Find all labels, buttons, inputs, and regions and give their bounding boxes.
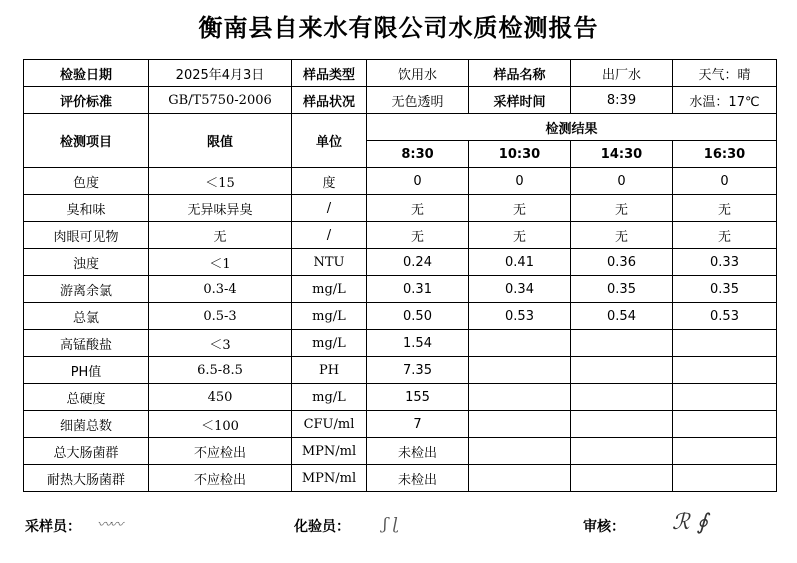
row-unit: MPN/ml xyxy=(292,438,367,465)
row-result-3: 无 xyxy=(571,222,673,249)
row-item: PH值 xyxy=(24,357,149,384)
row-result-4: 无 xyxy=(673,222,777,249)
row-limit: 不应检出 xyxy=(149,465,292,492)
row-item: 高锰酸盐 xyxy=(24,330,149,357)
row-limit: 无 xyxy=(149,222,292,249)
row-result-2: 0 xyxy=(469,168,571,195)
label-sample-type: 样品类型 xyxy=(292,60,367,87)
row-item: 肉眼可见物 xyxy=(24,222,149,249)
row-result-3 xyxy=(571,438,673,465)
row-result-3: 0.35 xyxy=(571,276,673,303)
row-result-1: 未检出 xyxy=(367,438,469,465)
sampler-signature: 〰〰 xyxy=(97,517,121,533)
row-result-4: 0.53 xyxy=(673,303,777,330)
row-unit: mg/L xyxy=(292,303,367,330)
row-result-1: 0.50 xyxy=(367,303,469,330)
table-row xyxy=(24,438,777,465)
row-limit: 450 xyxy=(149,384,292,411)
table-row xyxy=(24,276,777,303)
row-limit: 不应检出 xyxy=(149,438,292,465)
row-item: 总氯 xyxy=(24,303,149,330)
row-item: 总硬度 xyxy=(24,384,149,411)
weather: 天气：晴 xyxy=(673,60,777,87)
row-unit: MPN/ml xyxy=(292,465,367,492)
row-result-1: 0.31 xyxy=(367,276,469,303)
row-item: 总大肠菌群 xyxy=(24,438,149,465)
row-result-2: 0.53 xyxy=(469,303,571,330)
table-row xyxy=(24,249,777,276)
row-result-2 xyxy=(469,411,571,438)
table-row xyxy=(24,384,777,411)
sampler-label: 采样员： xyxy=(25,519,81,535)
row-result-1: 无 xyxy=(367,222,469,249)
row-result-4 xyxy=(673,411,777,438)
row-limit: ＜100 xyxy=(149,411,292,438)
report-title: 衡南县自来水有限公司水质检测报告 xyxy=(198,14,599,42)
row-result-2: 无 xyxy=(469,195,571,222)
table-row xyxy=(24,411,777,438)
sample-status: 无色透明 xyxy=(367,87,469,114)
row-item: 浊度 xyxy=(24,249,149,276)
row-result-1: 155 xyxy=(367,384,469,411)
row-result-4: 无 xyxy=(673,195,777,222)
col-item: 检测项目 xyxy=(24,114,149,168)
row-unit: CFU/ml xyxy=(292,411,367,438)
report-table xyxy=(23,59,777,492)
row-result-4 xyxy=(673,384,777,411)
row-result-2: 0.34 xyxy=(469,276,571,303)
header-row-1 xyxy=(24,60,777,87)
row-result-2 xyxy=(469,465,571,492)
label-sampling-time: 采样时间 xyxy=(469,87,571,114)
row-result-4 xyxy=(673,438,777,465)
row-unit: PH xyxy=(292,357,367,384)
row-unit: mg/L xyxy=(292,276,367,303)
row-result-3: 无 xyxy=(571,195,673,222)
table-row xyxy=(24,195,777,222)
table-row xyxy=(24,357,777,384)
column-header-row xyxy=(24,114,777,141)
row-unit: NTU xyxy=(292,249,367,276)
col-time-2: 10:30 xyxy=(469,141,571,168)
row-result-2 xyxy=(469,330,571,357)
row-result-3 xyxy=(571,357,673,384)
row-limit: 6.5-8.5 xyxy=(149,357,292,384)
label-inspection-date: 检验日期 xyxy=(24,60,149,87)
row-item: 色度 xyxy=(24,168,149,195)
row-result-2 xyxy=(469,438,571,465)
table-row xyxy=(24,330,777,357)
row-result-1: 7.35 xyxy=(367,357,469,384)
water-temp: 水温：17℃ xyxy=(673,87,777,114)
row-result-3: 0 xyxy=(571,168,673,195)
col-results: 检测结果 xyxy=(367,114,777,141)
row-result-4: 0.33 xyxy=(673,249,777,276)
row-unit: mg/L xyxy=(292,384,367,411)
table-row xyxy=(24,168,777,195)
row-result-1: 7 xyxy=(367,411,469,438)
row-result-1: 0.24 xyxy=(367,249,469,276)
row-item: 细菌总数 xyxy=(24,411,149,438)
row-result-3 xyxy=(571,465,673,492)
table-row xyxy=(24,465,777,492)
row-result-3: 0.54 xyxy=(571,303,673,330)
row-limit: 0.5-3 xyxy=(149,303,292,330)
row-result-2 xyxy=(469,357,571,384)
row-result-1: 未检出 xyxy=(367,465,469,492)
table-row xyxy=(24,222,777,249)
row-unit: / xyxy=(292,195,367,222)
sample-name: 出厂水 xyxy=(571,60,673,87)
row-item: 耐热大肠菌群 xyxy=(24,465,149,492)
label-standard: 评价标准 xyxy=(24,87,149,114)
row-unit: mg/L xyxy=(292,330,367,357)
standard: GB/T5750-2006 xyxy=(149,87,292,114)
sample-type: 饮用水 xyxy=(367,60,469,87)
row-result-4 xyxy=(673,357,777,384)
row-result-2: 无 xyxy=(469,222,571,249)
row-limit: 0.3-4 xyxy=(149,276,292,303)
row-result-3 xyxy=(571,411,673,438)
row-result-3 xyxy=(571,330,673,357)
reviewer-label: 审核： xyxy=(583,519,625,535)
col-time-4: 16:30 xyxy=(673,141,777,168)
row-result-4 xyxy=(673,465,777,492)
row-result-1: 0 xyxy=(367,168,469,195)
row-result-4: 0.35 xyxy=(673,276,777,303)
row-item: 臭和味 xyxy=(24,195,149,222)
row-unit: 度 xyxy=(292,168,367,195)
row-result-1: 无 xyxy=(367,195,469,222)
row-result-1: 1.54 xyxy=(367,330,469,357)
row-result-4: 0 xyxy=(673,168,777,195)
row-item: 游离余氯 xyxy=(24,276,149,303)
inspector-signature: ʃ ɭ xyxy=(383,514,399,533)
row-limit: ＜1 xyxy=(149,249,292,276)
col-unit: 单位 xyxy=(292,114,367,168)
row-result-3 xyxy=(571,384,673,411)
sampling-time: 8:39 xyxy=(571,87,673,114)
inspection-date: 2025年4月3日 xyxy=(149,60,292,87)
row-limit: ＜15 xyxy=(149,168,292,195)
row-result-2: 0.41 xyxy=(469,249,571,276)
table-row xyxy=(24,303,777,330)
row-limit: ＜3 xyxy=(149,330,292,357)
col-time-1: 8:30 xyxy=(367,141,469,168)
col-limit: 限值 xyxy=(149,114,292,168)
col-time-3: 14:30 xyxy=(571,141,673,168)
row-result-2 xyxy=(469,384,571,411)
reviewer-signature: ℛ ∮ xyxy=(672,510,709,535)
label-sample-name: 样品名称 xyxy=(469,60,571,87)
row-unit: / xyxy=(292,222,367,249)
label-sample-status: 样品状况 xyxy=(292,87,367,114)
row-limit: 无异味异臭 xyxy=(149,195,292,222)
row-result-3: 0.36 xyxy=(571,249,673,276)
inspector-label: 化验员： xyxy=(294,519,350,535)
header-row-2 xyxy=(24,87,777,114)
row-result-4 xyxy=(673,330,777,357)
